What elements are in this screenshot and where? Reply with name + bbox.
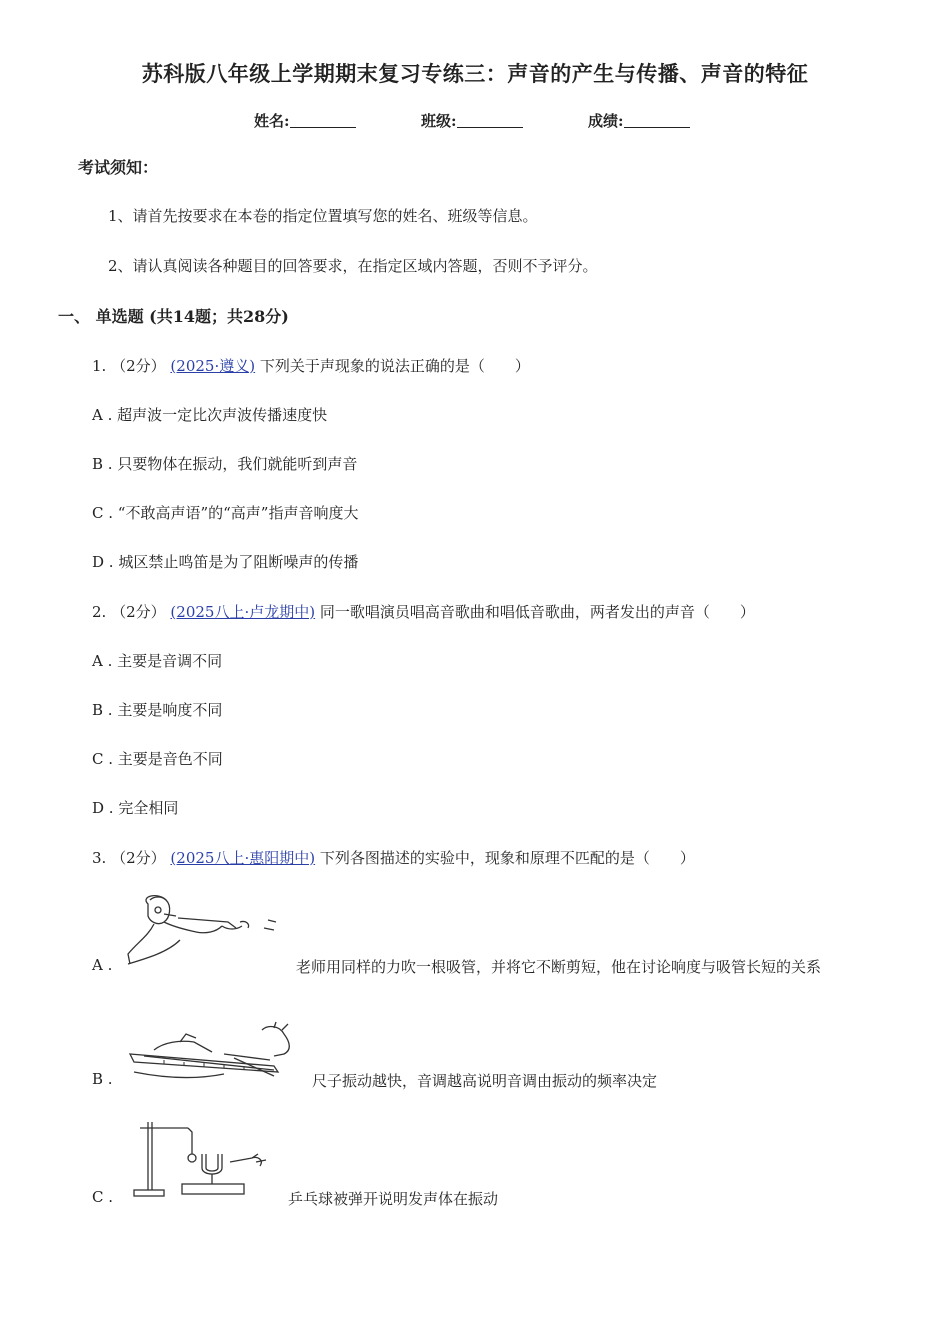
name-blank[interactable] — [290, 113, 356, 128]
option-label: D . — [92, 553, 114, 571]
option-a-label: A . — [92, 956, 113, 974]
option-c-text: 乒乓球被弹开说明发声体在振动 — [288, 1190, 499, 1208]
option-b-text: 尺子振动越快，音调越高说明音调由振动的频率决定 — [312, 1072, 658, 1090]
option-text: 主要是响度不同 — [117, 701, 223, 719]
question-stem: 下列关于声现象的说法正确的是（ ） — [259, 357, 530, 375]
question-stem: 同一歌唱演员唱高音歌曲和唱低音歌曲，两者发出的声音（ ） — [319, 603, 755, 621]
option-a — [92, 650, 222, 671]
tuning-fork-pingpong-illustration — [126, 1118, 282, 1202]
question-stem: 下列各图描述的实验中，现象和原理不匹配的是（ ） — [319, 849, 695, 867]
option-b — [92, 453, 357, 474]
option-label: B . — [92, 455, 113, 473]
option-c — [92, 748, 223, 769]
notice-heading: 考试须知： — [78, 158, 159, 177]
option-text: 城区禁止鸣笛是为了阻断噪声的传播 — [118, 553, 359, 571]
option-label: A . — [92, 652, 113, 670]
question-source-link[interactable]: (2025·遵义) — [170, 357, 256, 375]
option-b — [92, 699, 222, 720]
question-source-link[interactable]: (2025八上·卢龙期中) — [170, 603, 316, 621]
score-blank[interactable] — [624, 113, 690, 128]
straw-blowing-illustration — [118, 892, 288, 972]
question-3 — [92, 847, 695, 868]
score-label: 成绩: — [588, 112, 624, 130]
option-label: C . — [92, 750, 114, 768]
class-label: 班级: — [421, 112, 457, 130]
question-score: （2分） — [111, 357, 166, 375]
option-a — [92, 404, 327, 425]
question-number: 1. — [92, 357, 107, 375]
option-d — [92, 797, 178, 818]
question-score: （2分） — [111, 603, 166, 621]
question-number: 3. — [92, 849, 107, 867]
class-blank[interactable] — [457, 113, 523, 128]
notice-item-1: 1、请首先按要求在本卷的指定位置填写您的姓名、班级等信息。 — [108, 207, 538, 225]
option-text: 完全相同 — [118, 799, 179, 817]
option-a-text: 老师用同样的力吹一根吸管，并将它不断剪短，他在讨论响度与吸管长短的关系 — [296, 958, 822, 976]
option-text: 超声波一定比次声波传播速度快 — [117, 406, 328, 424]
option-c-label: C . — [92, 1188, 114, 1206]
option-label: B . — [92, 701, 113, 719]
name-field — [254, 110, 356, 131]
score-field — [588, 110, 690, 131]
option-text: 主要是音调不同 — [117, 652, 223, 670]
question-score: （2分） — [111, 849, 166, 867]
question-2 — [92, 601, 755, 622]
option-c — [92, 502, 358, 523]
question-1 — [92, 355, 530, 376]
question-source-link[interactable]: (2025八上·惠阳期中) — [170, 849, 316, 867]
notice-item-2: 2、请认真阅读各种题目的回答要求，在指定区域内答题，否则不予评分。 — [108, 257, 598, 275]
name-label: 姓名: — [254, 112, 290, 130]
option-b-label: B . — [92, 1070, 113, 1088]
page-title: 苏科版八年级上学期期末复习专练三：声音的产生与传播、声音的特征 — [141, 61, 809, 86]
option-label: A . — [92, 406, 113, 424]
ruler-vibration-illustration — [124, 1020, 304, 1088]
option-text: 主要是音色不同 — [117, 750, 223, 768]
option-text: 只要物体在振动，我们就能听到声音 — [117, 455, 358, 473]
option-text: “不敢高声语”的“高声”指声音响度大 — [117, 504, 359, 522]
option-label: C . — [92, 504, 114, 522]
class-field — [421, 110, 523, 131]
option-label: D . — [92, 799, 114, 817]
option-d — [92, 551, 358, 572]
question-number: 2. — [92, 603, 107, 621]
section-heading: 一、 单选题 (共14题；共28分) — [58, 307, 289, 326]
